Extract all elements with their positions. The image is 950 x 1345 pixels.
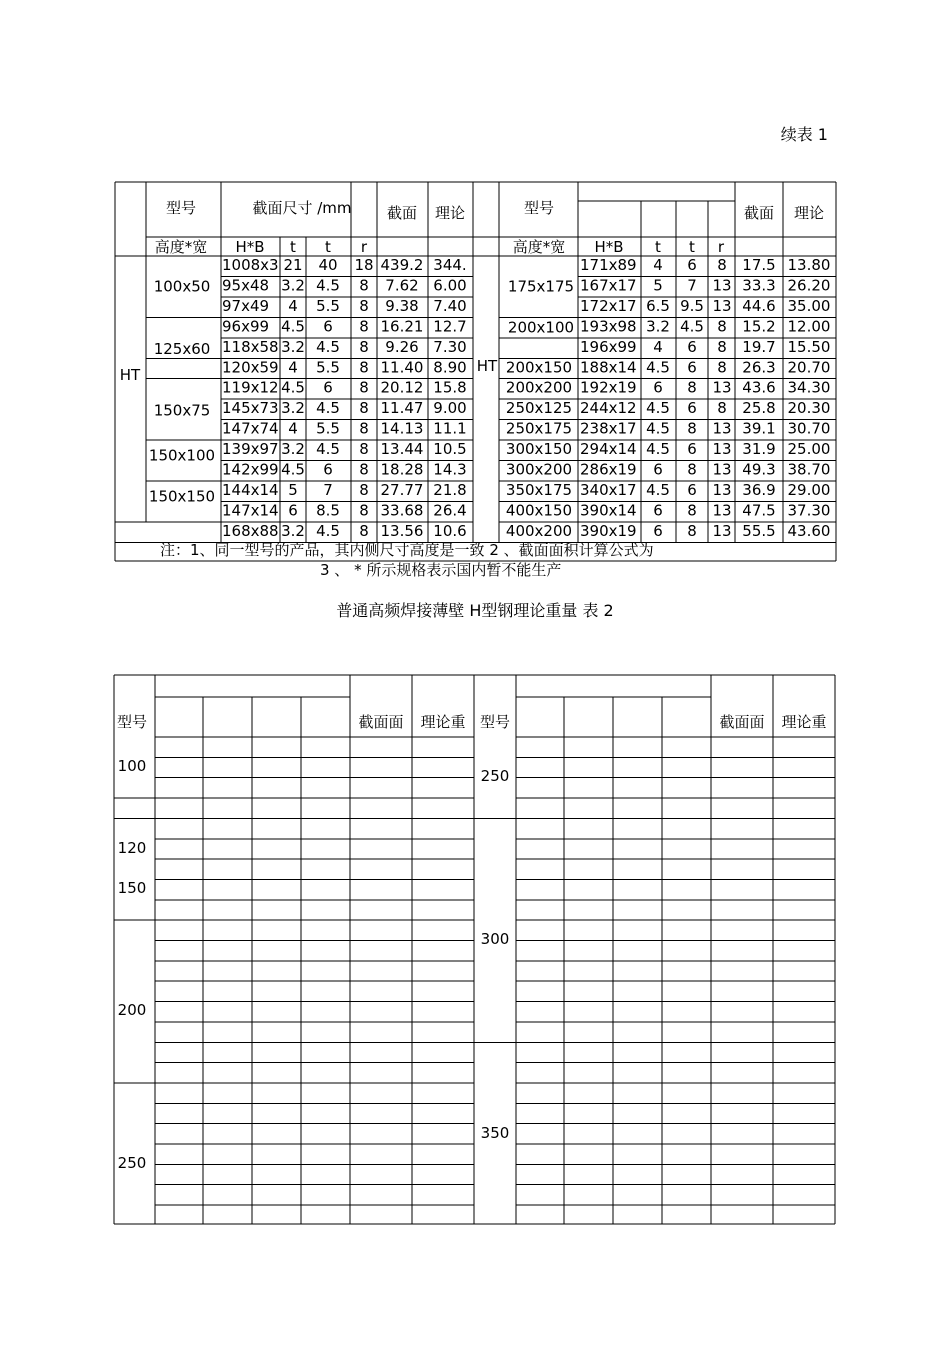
table1-right-cell: 5	[653, 276, 663, 295]
table1-left-cell: 6	[323, 460, 333, 479]
table1-right-cell: 286x19	[580, 460, 637, 479]
table1-left-cell: 15.8	[433, 378, 467, 397]
table1-left-cell: 9.00	[433, 399, 467, 418]
table1-header-hb-right: H*B	[594, 238, 624, 256]
table1-right-cell: 44.6	[742, 296, 776, 315]
table1-left-cell: 18.28	[380, 460, 424, 479]
table1-right-cell: 13	[712, 419, 732, 438]
table1-left-cell: 11.40	[380, 358, 424, 377]
table1-right-cell: 35.00	[787, 296, 831, 315]
table1-left-cell: 8	[359, 440, 369, 459]
table1-right-cell: 43.60	[787, 521, 831, 540]
table1-right-cell: 9.5	[680, 296, 704, 315]
table1-right-cell: 8	[687, 521, 697, 540]
table1-right-cell: 6	[653, 378, 663, 397]
table1-right-cell: 20.70	[787, 358, 831, 377]
table1-header-model-right: 型号	[523, 199, 555, 217]
table1-header-t2: t	[325, 238, 331, 256]
table1-left-cell: 5.5	[316, 358, 340, 377]
table1-left-cell: 139x97	[222, 440, 279, 459]
table1-right-cell: 13.80	[787, 256, 831, 274]
table1-right-cell: 4.5	[646, 480, 670, 499]
table1-left-cell: 95x48	[222, 276, 270, 295]
table1-left-cell: 8	[359, 399, 369, 418]
table1-left-cell: 11.1	[433, 419, 467, 438]
table1-right-cell: 6	[653, 460, 663, 479]
table1-note-line2: 3 、 * 所示规格表示国内暂不能生产	[320, 561, 562, 579]
table1-left-cell: 8.90	[433, 358, 467, 377]
table1-left-cell: 147x14	[222, 501, 279, 520]
table1-right-cell: 340x17	[580, 480, 637, 499]
table1-right-cell: 8	[687, 460, 697, 479]
table1-left-cell: 5.5	[316, 296, 340, 315]
table1-right-cell: 37.30	[787, 501, 831, 520]
table1-right-cell: 43.6	[742, 378, 776, 397]
table1-right-cell: 4	[653, 337, 663, 356]
table1-left-cell: 4	[288, 419, 298, 438]
table1-left-cell: 144x14	[222, 480, 279, 499]
table1-right-cell: 390x14	[580, 501, 637, 520]
table1-left-cell: 14.3	[433, 460, 467, 479]
table1-left-cell: 4	[288, 296, 298, 315]
table1-left-cell: 439.2	[380, 256, 424, 274]
table1-right-cell: 20.30	[787, 399, 831, 418]
table1-left-cell: 40	[318, 256, 338, 274]
table1-right-cell: 26.20	[787, 276, 831, 295]
table1-right-cell: 49.3	[742, 460, 776, 479]
table1-left-cell: 8	[359, 521, 369, 540]
table1-right-cell: 15.50	[787, 337, 831, 356]
table1-left-cell: 97x49	[222, 296, 270, 315]
table1-right-cell: 4.5	[646, 440, 670, 459]
table1-left-cell: 12.7	[433, 317, 467, 336]
table1-right-cell: 250x125	[505, 399, 573, 418]
table1-right-cell: 200x200	[505, 378, 573, 397]
table1-right-cell: 193x98	[580, 317, 637, 336]
table1-right-cell: 6	[687, 480, 697, 499]
table1-left-cell: 8	[359, 378, 369, 397]
table2-header-model: 型号	[116, 713, 148, 731]
table1-left-cell: 3.2	[281, 521, 305, 540]
table1-left-cell: 8	[359, 317, 369, 336]
table1-left-cell: 7	[323, 480, 333, 499]
table1-left-cell: 120x59	[222, 358, 279, 377]
table1-right-cell: 4	[653, 256, 663, 274]
table1-header-r-right: r	[717, 238, 725, 256]
table1-left-cell: 8.5	[316, 501, 340, 520]
table1-right-cell: 6	[687, 358, 697, 377]
table1-right-cell: 238x17	[580, 419, 637, 438]
table1-right-cell: 6	[687, 256, 697, 274]
table1-right-cell: 8	[717, 337, 727, 356]
table1-header-section-right: 截面	[743, 204, 775, 222]
table1-left-cell: 21	[283, 256, 303, 274]
table1-right-cell: 13	[712, 460, 732, 479]
table1-header-theory: 理论	[434, 204, 466, 222]
table1-right-cell: 8	[717, 317, 727, 336]
table1-right-cell: 33.3	[742, 276, 776, 295]
table1-right-cell: 13	[712, 276, 732, 295]
table1-left-cell: 16.21	[380, 317, 424, 336]
table1-right-cell: 19.7	[742, 337, 776, 356]
table1-right-cell: 30.70	[787, 419, 831, 438]
table1-right-cell: 4.5	[646, 358, 670, 377]
table1-right-cell: 47.5	[742, 501, 776, 520]
table1-left-cell: 7.62	[385, 276, 419, 295]
table2-header-model-right: 型号	[479, 713, 511, 731]
table1-left-group-label: 100x50	[153, 277, 211, 296]
table2-left-group-label: 200	[117, 1001, 147, 1019]
table1-left-cell: 7.40	[433, 296, 467, 315]
table1-left-cell: 20.12	[380, 378, 424, 397]
table1-left-cell: 4.5	[281, 378, 305, 397]
table1-right-cell: 244x12	[580, 399, 637, 418]
table1-left-cell: 4.5	[316, 440, 340, 459]
table1-right-cell: 400x200	[505, 521, 573, 540]
table2-left-group-label: 100	[117, 757, 147, 775]
table1-left-cell: 142x99	[222, 460, 279, 479]
table1-left-cell: 8	[359, 276, 369, 295]
table1-left-cell: 3.2	[281, 399, 305, 418]
table1-left-cell: 3.2	[281, 337, 305, 356]
table1-right-cell: 13	[712, 501, 732, 520]
table1-left-cell: 8	[359, 358, 369, 377]
table1-left-cell: 4.5	[316, 276, 340, 295]
table1-right-cell: 13	[712, 480, 732, 499]
table1-right-cell: 167x17	[580, 276, 637, 295]
table1-header-t1-right: t	[655, 238, 661, 256]
table1-left-group-label: 150x150	[148, 487, 216, 506]
table1-left-cell: 8	[359, 337, 369, 356]
table1-note-line1: 注：1、同一型号的产品，其内侧尺寸高度是一致 2 、截面面积计算公式为	[160, 541, 654, 559]
table2-header-section: 截面面	[358, 713, 404, 731]
table1-left-cell: 27.77	[380, 480, 424, 499]
table1-series-left: HT	[119, 366, 141, 384]
table1-right-cell: 196x99	[580, 337, 637, 356]
table1-left-cell: 8	[359, 419, 369, 438]
table1-left-group-label: 125x60	[153, 340, 211, 359]
table1-header-section: 截面	[386, 204, 418, 222]
table2-left-group-label: 150	[117, 879, 147, 897]
table1-header-model: 型号	[165, 199, 197, 217]
table1-header-t2-right: t	[689, 238, 695, 256]
table1-left-cell: 8	[359, 480, 369, 499]
table2-title: 普通高频焊接薄壁 H型钢理论重量 表 2	[336, 601, 614, 620]
table2-header-weight-right: 理论重	[781, 713, 827, 731]
table1-right-cell: 6	[653, 501, 663, 520]
table1-right-cell: 8	[717, 358, 727, 377]
continued-label: 续表 1	[780, 125, 828, 144]
table1-left-cell: 26.4	[433, 501, 467, 520]
table1-right-cell: 36.9	[742, 480, 776, 499]
table1-left-cell: 6	[288, 501, 298, 520]
table1-left-cell: 11.47	[380, 399, 424, 418]
table1-right-cell: 192x19	[580, 378, 637, 397]
table1-right-cell: 13	[712, 378, 732, 397]
table1-left-cell: 5	[288, 480, 298, 499]
table1-right-cell: 172x17	[580, 296, 637, 315]
table1-right-cell: 31.9	[742, 440, 776, 459]
table1-right-cell: 294x14	[580, 440, 637, 459]
table2-left-group-label: 120	[117, 839, 147, 857]
table1-right-cell: 13	[712, 440, 732, 459]
table2-right-group-label: 300	[480, 930, 510, 948]
table2-right-group-label: 250	[480, 767, 510, 785]
table1-right-cell: 38.70	[787, 460, 831, 479]
table1-header-section-size: 截面尺寸 /mm	[252, 199, 352, 217]
table1-left-cell: 145x73	[222, 399, 279, 418]
table1-left-cell: 13.56	[380, 521, 424, 540]
table1-right-cell: 55.5	[742, 521, 776, 540]
table1-left-cell: 6.00	[433, 276, 467, 295]
table1-right-cell: 4.5	[646, 399, 670, 418]
table1-right-cell: 26.3	[742, 358, 776, 377]
table1-left-cell: 8	[359, 296, 369, 315]
table1-right-cell: 29.00	[787, 480, 831, 499]
table1-right-cell: 34.30	[787, 378, 831, 397]
table1-left-cell: 21.8	[433, 480, 467, 499]
table1-left-cell: 147x74	[222, 419, 279, 438]
table1-left-cell: 3.2	[281, 276, 305, 295]
table2-right-group-label: 350	[480, 1124, 510, 1142]
table1-right-cell: 13	[712, 296, 732, 315]
table1-right-cell: 39.1	[742, 419, 776, 438]
table1-right-cell: 25.00	[787, 440, 831, 459]
table1-right-cell: 12.00	[787, 317, 831, 336]
table1-left-cell: 13.44	[380, 440, 424, 459]
table1-header-r: r	[360, 238, 368, 256]
table1-right-cell: 250x175	[505, 419, 573, 438]
table1-left-cell: 1008x3	[222, 256, 279, 274]
table1-left-cell: 8	[359, 501, 369, 520]
table1-right-cell: 17.5	[742, 256, 776, 274]
table1-left-cell: 6	[323, 317, 333, 336]
table1-left-cell: 4	[288, 358, 298, 377]
table1-left-cell: 4.5	[281, 317, 305, 336]
table1-left-cell: 18	[354, 256, 374, 274]
table1-left-cell: 4.5	[316, 399, 340, 418]
table1-left-cell: 8	[359, 460, 369, 479]
table1-left-cell: 9.26	[385, 337, 419, 356]
table1-right-group-label: 200x100	[507, 318, 575, 337]
table1-right-cell: 171x89	[580, 256, 637, 274]
table1-right-cell: 15.2	[742, 317, 776, 336]
table1-right-cell: 3.2	[646, 317, 670, 336]
table1-left-cell: 9.38	[385, 296, 419, 315]
table1-right-cell: 13	[712, 521, 732, 540]
table1-right-cell: 4.5	[680, 317, 704, 336]
table1-right-cell: 6	[687, 399, 697, 418]
table1-left-cell: 96x99	[222, 317, 270, 336]
table1-header-hb: H*B	[235, 238, 265, 256]
table1-right-cell: 300x200	[505, 460, 573, 479]
table1-left-group-label: 150x100	[148, 446, 216, 465]
table1-left-cell: 7.30	[433, 337, 467, 356]
table1-right-group-label: 175x175	[507, 277, 575, 296]
table1-right-cell: 6.5	[646, 296, 670, 315]
table1-right-cell: 8	[717, 399, 727, 418]
table1-left-cell: 4.5	[281, 460, 305, 479]
table1-left-cell: 5.5	[316, 419, 340, 438]
table1-left-cell: 33.68	[380, 501, 424, 520]
table1-right-cell: 8	[717, 256, 727, 274]
table1-right-cell: 390x19	[580, 521, 637, 540]
table1-right-cell: 8	[687, 378, 697, 397]
table2-header-section-right: 截面面	[719, 713, 765, 731]
table1-right-cell: 200x150	[505, 358, 573, 377]
table1-right-cell: 7	[687, 276, 697, 295]
table1-left-cell: 10.6	[433, 521, 467, 540]
table1-left-cell: 6	[323, 378, 333, 397]
table1-left-cell: 118x58	[222, 337, 279, 356]
table1-header-theory-right: 理论	[793, 204, 825, 222]
table1-right-cell: 25.8	[742, 399, 776, 418]
table1-right-cell: 6	[687, 337, 697, 356]
table1-header-t1: t	[290, 238, 296, 256]
table2-header-weight: 理论重	[420, 713, 466, 731]
table1-left-group-label: 150x75	[153, 401, 211, 420]
table1-right-cell: 8	[687, 501, 697, 520]
table1-left-cell: 4.5	[316, 337, 340, 356]
table1-left-cell: 168x88	[222, 521, 279, 540]
table1-header-height-width-right: 高度*宽	[512, 238, 566, 256]
table1-right-cell: 6	[687, 440, 697, 459]
table2-left-group-label: 250	[117, 1154, 147, 1172]
table1-left-cell: 3.2	[281, 440, 305, 459]
table1-left-cell: 344.	[433, 256, 467, 274]
table1-right-cell: 4.5	[646, 419, 670, 438]
table1-series-right: HT	[476, 357, 498, 375]
table1-right-cell: 6	[653, 521, 663, 540]
table1-right-cell: 300x150	[505, 440, 573, 459]
table1-right-cell: 188x14	[580, 358, 637, 377]
table1-right-cell: 8	[687, 419, 697, 438]
table1-left-cell: 14.13	[380, 419, 424, 438]
table1-right-cell: 400x150	[505, 501, 573, 520]
table1-left-cell: 4.5	[316, 521, 340, 540]
table1-left-cell: 119x12	[222, 378, 279, 397]
table1-left-cell: 10.5	[433, 440, 467, 459]
table1-header-height-width: 高度*宽	[154, 238, 208, 256]
table1-right-cell: 350x175	[505, 480, 573, 499]
